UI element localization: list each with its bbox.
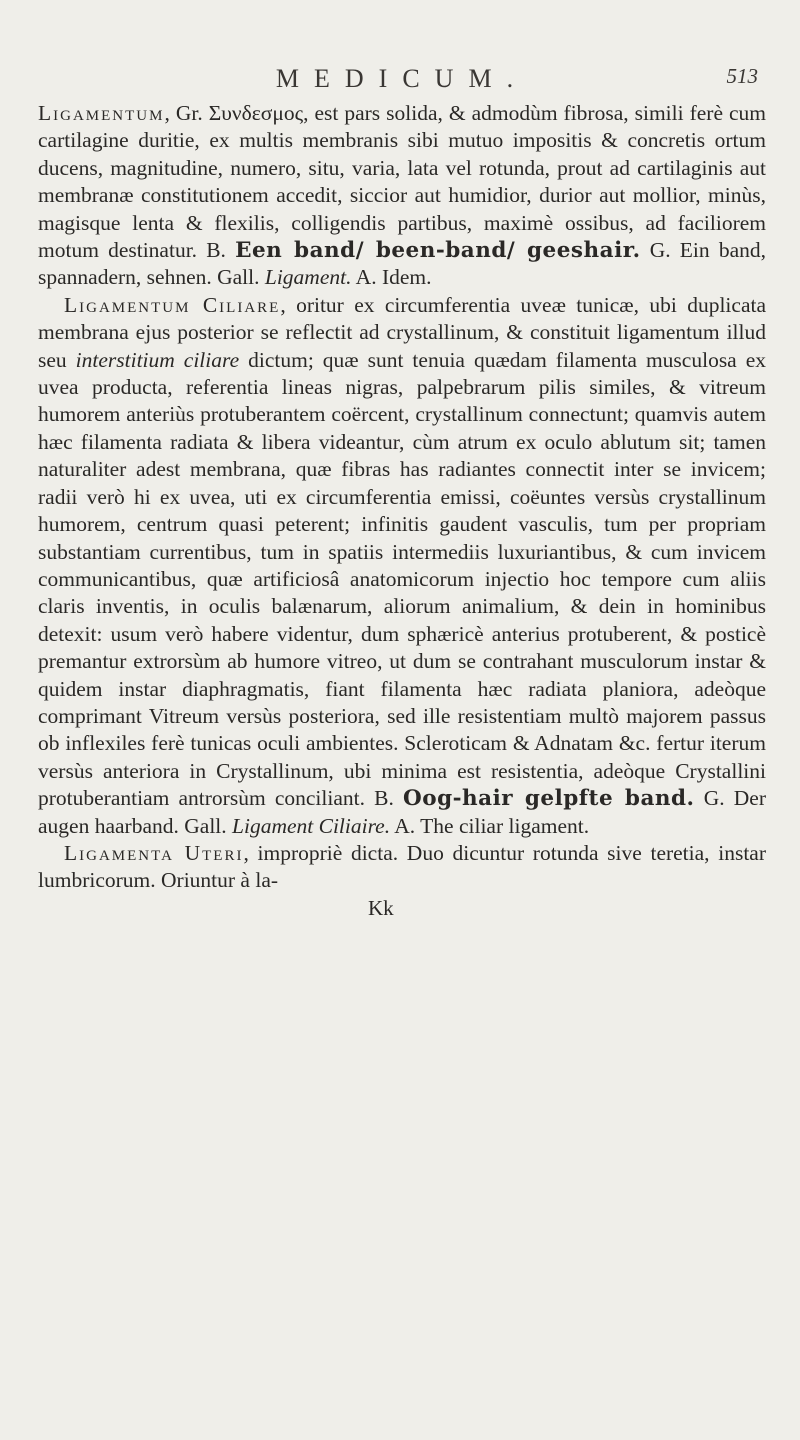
french-translation: Ligament Ciliaire. bbox=[232, 813, 391, 838]
entry-ligamentum-ciliare bbox=[38, 292, 766, 840]
entry-text: , oritur ex circumferentia uveæ tunicæ, ubi duplicata membrana ejus posterior se reflectit ad crystallinum, & constituit ligamentum illud seu bbox=[38, 292, 767, 372]
entry-text: dictum; quæ sunt tenuia quædam filamenta musculosa ex uvea producta, referentia lineas nigras, palpebrarum pilis similes, & vitreum humorem anteriùs protuberantem coërcent, crystallinum connectunt; quamvis autem hæc filamenta radiata & libera videantur, cùm atrum ex oculo ablutum sit; tamen naturaliter adest membrana, quæ fibras has radiantes connectit inter se invicem; radii verò hi ex uvea, uti ex circumferentia emissi, coëuntes versùs crystallinum humorem, centrum quasi peterent; infinitis gaudent vasculis, tum per propriam substantiam currentibus, tum in spatiis intermediis luxuriantibus, & cum invicem communicantibus, quæ artificiosâ anatomicorum injectio hoc tempore cum aliis claris inventis, in oculis balænarum, aliorum animalium, & dein in hominibus detexit: usum verò habere videntur, dum sphæricè anterius protuberent, & posticè premantur extrorsùm ab humore vitreo, ut dum se contrahant musculorum instar & quidem instar diaphragmatis, fiant filamenta hæc radiata planiora, adeòque comprimant Vitreum versùs posteriora, sed ille resistentiam multò majorem passus ob inflexiles ferè tunicas oculi ambientes. Scleroticam & Adnatam &c. fertur iterum versùs anteriora in Crystallinum, ubi minima est resistentia, adeòque Crystallini protuberantiam antrorsùm conciliant. B. bbox=[38, 347, 767, 811]
page-footer bbox=[38, 895, 766, 925]
page-number: 513 bbox=[726, 64, 758, 88]
entry-term: Ligamenta Uteri bbox=[64, 840, 244, 865]
entry-text: , Gr. Συνδεσμος, est pars solida, & admodùm fibrosa, simili ferè cum cartilagine duritie, ex multis membranis sibi mutuo impositis & concretis ortum ducens, magnitudine, numero, situ, varia, lata vel rotunda, prout ad cartilaginis aut membranæ constitutionem accedit, siccior aut humidior, durior aut mollior, minùs, magisque lenta & flexilis, colligendis partibus, maximè ossibus, ad faciliorem motum destinatur. B. bbox=[38, 101, 766, 263]
entry-text: A. Idem. bbox=[351, 265, 432, 290]
entry-text: , impropriè dicta. Duo dicuntur rotunda sive teretia, instar lumbricorum. Oriuntur à la- bbox=[38, 840, 766, 893]
entry-term: Ligamentum Ciliare bbox=[64, 292, 281, 317]
entry-text: G. Der augen haarband. Gall. bbox=[38, 786, 766, 838]
running-head: MEDICUM. bbox=[275, 64, 529, 93]
dutch-translation: Oog-hair gelpfte band. bbox=[403, 786, 695, 812]
entry-term: Ligamentum bbox=[38, 101, 165, 125]
french-translation: Ligament. bbox=[264, 265, 352, 290]
page-header bbox=[38, 58, 766, 100]
dictionary-text bbox=[38, 100, 766, 895]
entry-text: A. The ciliar ligament. bbox=[390, 813, 590, 838]
entry-ligamenta-uteri bbox=[38, 840, 766, 895]
entry-italic-term: interstitium ciliare bbox=[75, 347, 240, 372]
signature-mark: Kk bbox=[368, 895, 394, 920]
entry-text: G. Ein band, spannadern, sehnen. Gall. bbox=[38, 238, 766, 290]
dutch-translation: Een band/ been-band/ geeshair. bbox=[235, 238, 641, 264]
entry-ligamentum bbox=[38, 100, 766, 292]
